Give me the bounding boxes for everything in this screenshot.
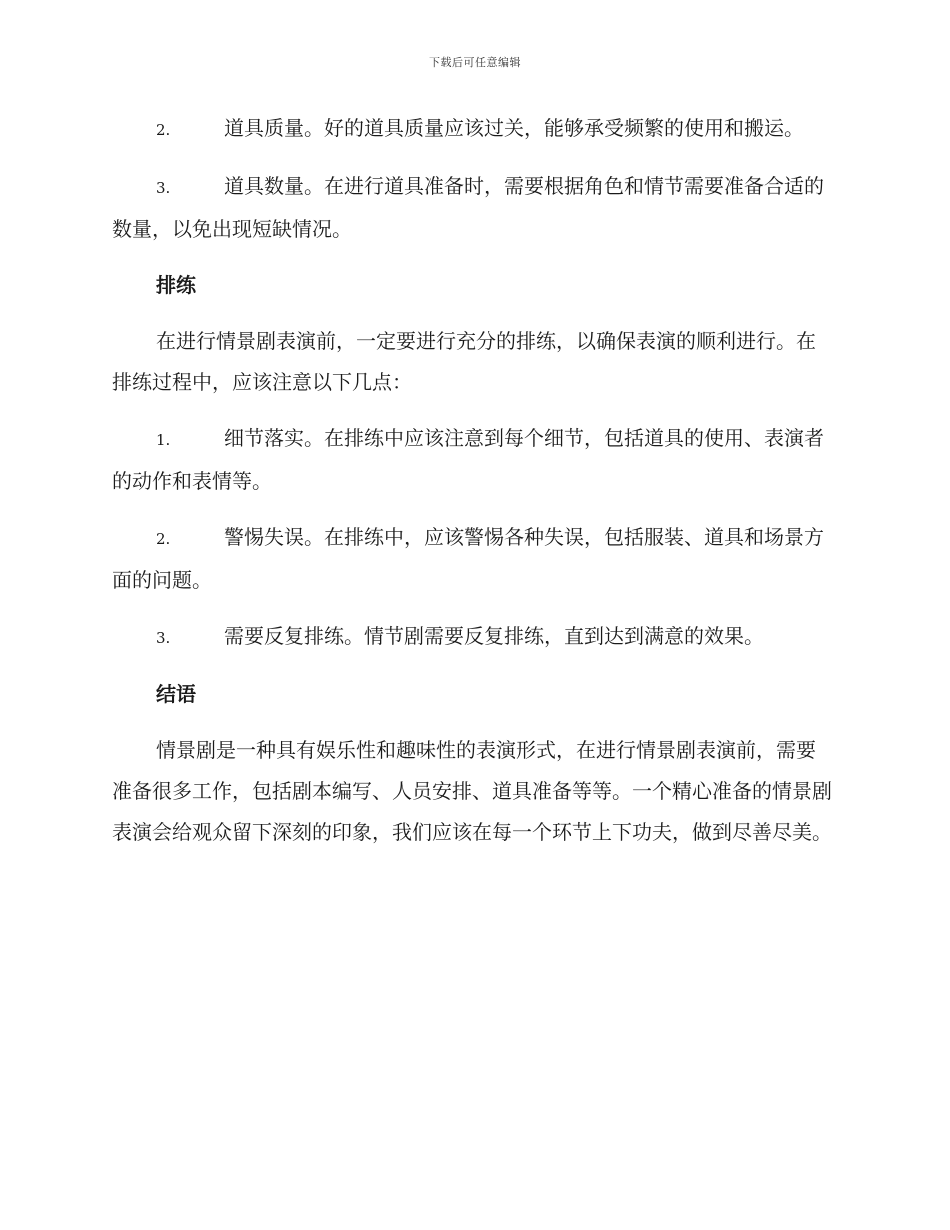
list-number: 1.: [156, 431, 171, 449]
paragraph-rehearsal-intro: 在进行情景剧表演前，一定要进行充分的排练，以确保表演的顺利进行。在排练过程中，应该注意以下几点：: [112, 329, 816, 394]
list-item-text: 细节落实。在排练中应该注意到每个细节，包括道具的使用、表演者的动作和表情等。: [112, 426, 824, 493]
list-item-repeat-rehearsal: [112, 616, 834, 659]
list-item-prop-quality: [112, 108, 834, 151]
list-item-text: 道具质量。好的道具质量应该过关，能够承受频繁的使用和搬运。: [224, 116, 804, 140]
section-heading-rehearsal: 排练: [156, 273, 196, 297]
document-body: [112, 108, 834, 868]
list-item-details: [112, 418, 834, 502]
list-item-text: 警惕失误。在排练中，应该警惕各种失误，包括服装、道具和场景方面的问题。: [112, 525, 824, 592]
list-item-text: 需要反复排练。情节剧需要反复排练，直到达到满意的效果。: [224, 624, 764, 648]
list-number: 2.: [156, 121, 171, 139]
list-number: 3.: [156, 629, 171, 647]
list-number: 3.: [156, 179, 171, 197]
paragraph-conclusion: 情景剧是一种具有娱乐性和趣味性的表演形式，在进行情景剧表演前，需要准备很多工作，包括剧本编写、人员安排、道具准备等等。一个精心准备的情景剧表演会给观众留下深刻的印象，我们应该在每一个环节上下功夫，做到尽善尽美。: [112, 738, 832, 844]
page-header: 下载后可任意编辑: [429, 56, 521, 69]
list-item-text: 道具数量。在进行道具准备时，需要根据角色和情节需要准备合适的数量，以免出现短缺情况。: [112, 174, 824, 241]
section-heading-conclusion: 结语: [156, 682, 196, 706]
list-item-prop-quantity: [112, 166, 834, 250]
list-item-mistakes: [112, 517, 834, 601]
list-number: 2.: [156, 530, 171, 548]
